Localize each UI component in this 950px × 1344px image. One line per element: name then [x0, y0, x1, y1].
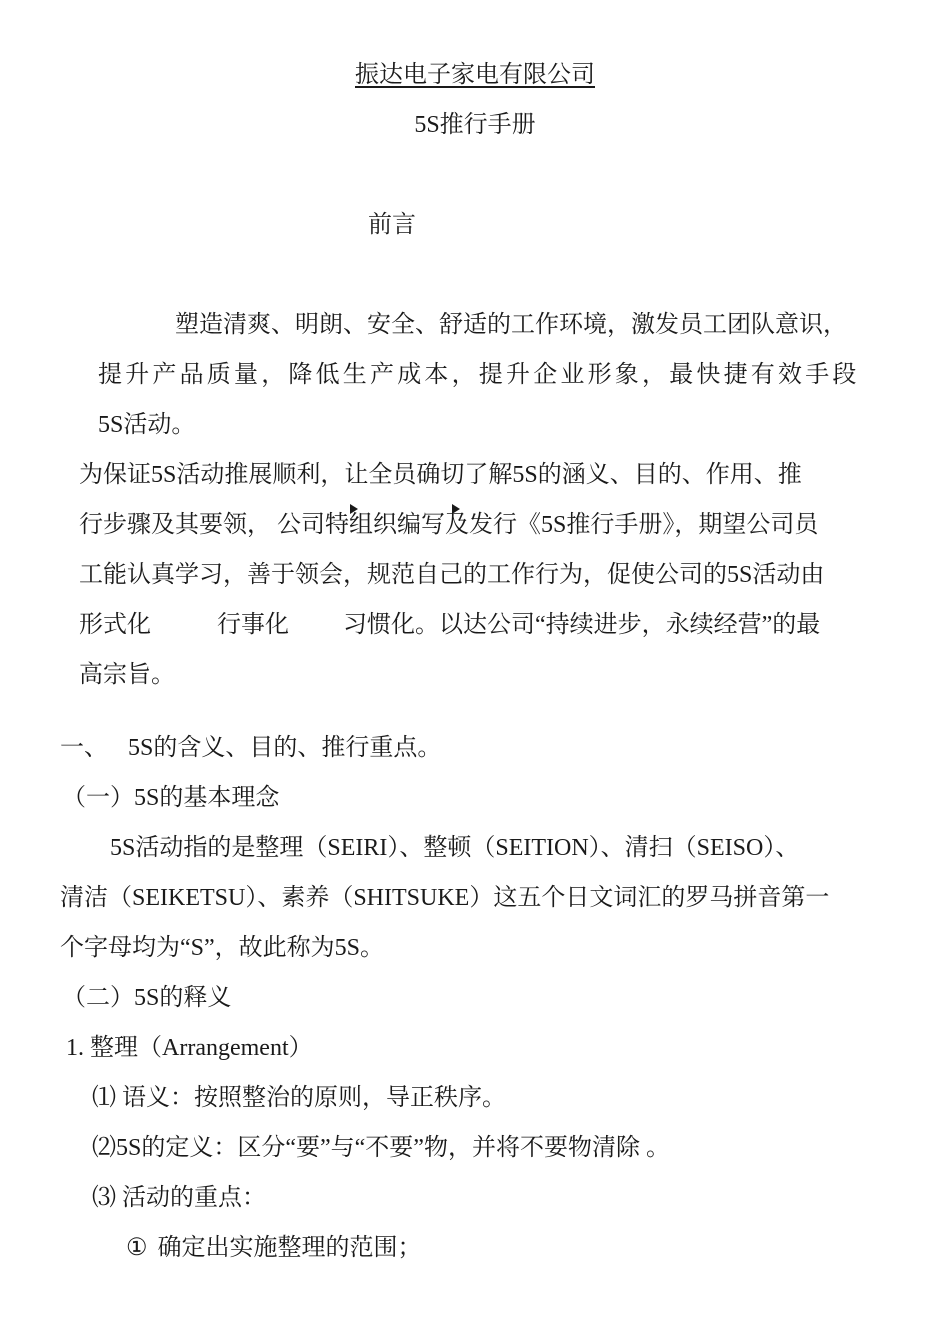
preface-p2-line4-b: 行事化 — [217, 612, 289, 638]
list-item-text: 确定出实施整理的范围； — [157, 1235, 422, 1261]
subsection-interpretation: （二）5S的释义 — [62, 985, 232, 1011]
preface-p1-line2: 提升产品质量，降低生产成本，提升企业形象，最快捷有效手段 — [98, 362, 860, 388]
arrangement-focus-item1 — [126, 1233, 422, 1263]
section1-heading-num: 一、 — [60, 735, 108, 761]
preface-title: 前言 — [368, 212, 416, 238]
preface-p2-line1: 为保证5S活动推展顺利，让全员确切了解5S的涵义、目的、作用、推 — [79, 462, 802, 488]
basic-concept-line1: 5S活动指的是整理（SEIRI）、整顿（SEITION）、清扫（SEISO）、 — [110, 835, 800, 861]
list-number: ① — [126, 1235, 148, 1261]
preface-p1-line1: 塑造清爽、明朗、安全、舒适的工作环境，激发员工团队意识， — [175, 312, 847, 338]
company-name: 振达电子家电有限公司 — [355, 62, 595, 88]
item-arrangement: 1. 整理（Arrangement） — [66, 1035, 313, 1061]
section1-heading-text: 5S的含义、目的、推行重点。 — [128, 735, 442, 761]
arrangement-focus: ⑶ 活动的重点： — [92, 1185, 266, 1211]
subsection-basic-concept: （一）5S的基本理念 — [62, 785, 280, 811]
arrow-marker-icon — [452, 504, 460, 514]
preface-p2-line4-a: 形式化 — [79, 612, 151, 638]
basic-concept-line3: 个字母均为“S”，故此称为5S。 — [60, 935, 384, 961]
section1-heading — [60, 733, 441, 763]
preface-p2-line4 — [79, 610, 820, 640]
arrangement-meaning: ⑴ 语义：按照整治的原则，导正秩序。 — [92, 1085, 506, 1111]
arrangement-definition: ⑵5S的定义：区分“要”与“不要”物，并将不要物清除 。 — [92, 1135, 670, 1161]
preface-p2-line3: 工能认真学习，善于领会，规范自己的工作行为，促使公司的5S活动由 — [79, 562, 825, 588]
manual-title: 5S推行手册 — [414, 112, 536, 138]
preface-p2-line5: 高宗旨。 — [79, 662, 175, 688]
arrow-marker-icon — [350, 504, 358, 514]
basic-concept-line2: 清洁（SEIKETSU）、素养（SHITSUKE）这五个日文词汇的罗马拼音第一 — [60, 885, 830, 911]
preface-p2-line4-c: 习惯化。以达公司“持续进步，永续经营”的最 — [343, 612, 821, 638]
preface-p2-line2: 行步骤及其要领， 公司特组织编写及发行《5S推行手册》，期望公司员 — [79, 512, 819, 538]
preface-p1-line3: 5S活动。 — [98, 412, 196, 438]
